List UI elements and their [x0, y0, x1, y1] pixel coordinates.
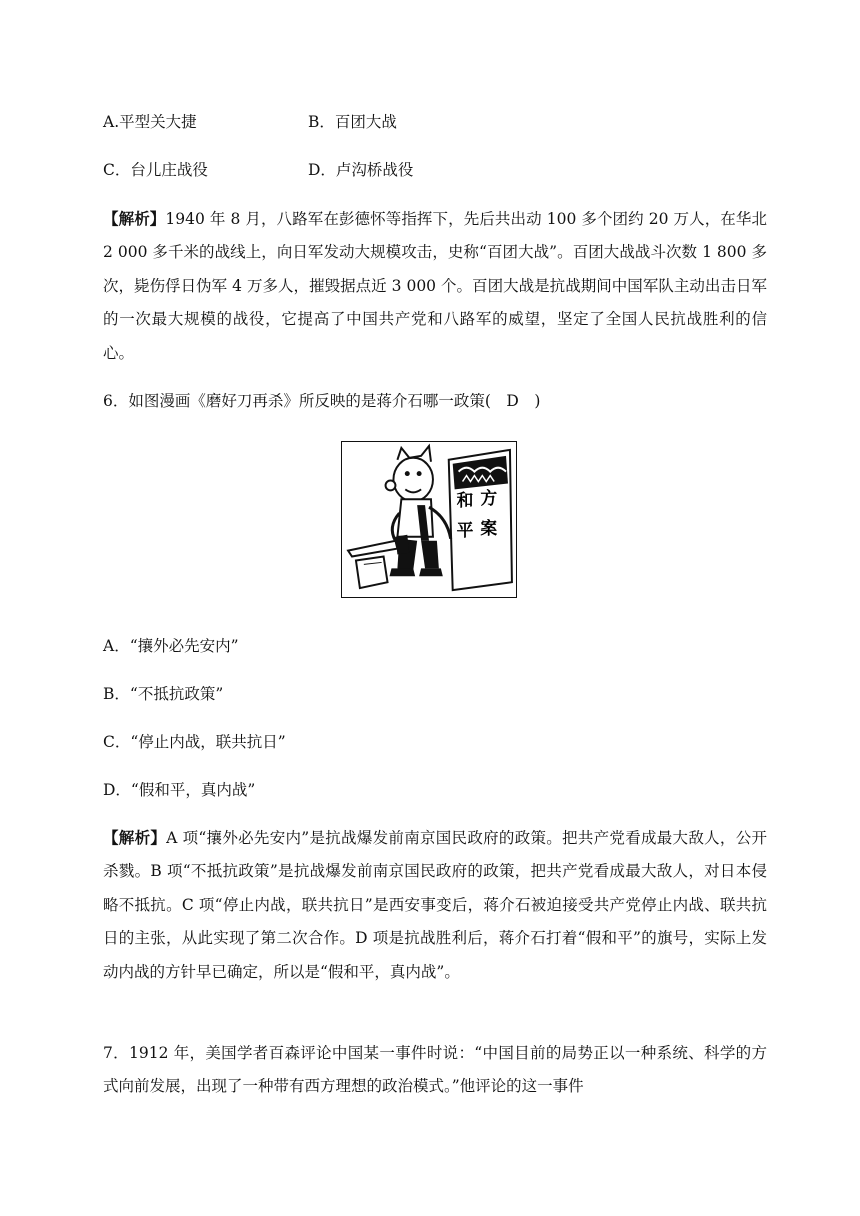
q5-option-c: C．台儿庄战役 — [103, 161, 208, 179]
q6-analysis — [103, 821, 767, 989]
q5-option-a: A.平型关大捷 — [103, 113, 197, 131]
cartoon-char-he: 和 — [456, 490, 474, 511]
q6-analysis-text: A 项“攘外必先安内”是抗战爆发前南京国民政府的政策。把共产党看成最大敌人，公开杀戮。B 项“不抵抗政策”是抗战爆发前南京国民政府的政策，把共产党看成最大敌人，对日本侵略不抵抗。C 项“停止内战，联共抗日”是西安事变后，蒋介石被迫接受共产党停止内战、联共抗日的主张，从此实现了第二次合作。D 项是抗战胜利后，蒋介石打着“假和平”的旗号，实际上发动内战的方针早已确定，所以是“假和平，真内战”。 — [103, 829, 767, 981]
q6-option-a: A．“攘外必先安内” — [103, 637, 239, 655]
q7-stem: 7．1912 年，美国学者百森评论中国某一事件时说：“中国目前的局势正以一种系统、科学的方式向前发展，出现了一种带有西方理想的政治模式。”他评论的这一事件 — [103, 1044, 767, 1096]
q6-option-b: B．“不抵抗政策” — [103, 685, 224, 703]
q5-analysis-text: 1940 年 8 月，八路军在彭德怀等指挥下，先后共出动 100 多个团约 20 万人，在华北 2 000 多千米的战线上，向日军发动大规模攻击，史称“百团大战”。百团大战战斗次数 1 800 多次，毙伤俘日伪军 4 万多人，摧毁据点近 3 000 个。百团大战是抗战期间中国军队主动出击日军的一次最大规模的战役，它提高了中国共产党和八路军的威望，坚定了全国人民抗战胜利的信心。 — [103, 210, 767, 362]
cartoon-illustration — [342, 442, 516, 597]
q5-analysis — [103, 202, 767, 370]
q6-analysis-label: 【解析】 — [103, 828, 167, 847]
q5-option-d: D．卢沟桥战役 — [308, 161, 414, 179]
cartoon-char-fang: 方 — [480, 488, 498, 509]
cartoon-char-an: 案 — [480, 517, 498, 538]
q6-cartoon — [341, 441, 517, 598]
q5-option-b: B．百团大战 — [308, 113, 397, 131]
cartoon-char-ping: 平 — [456, 519, 474, 540]
q6-option-c: C．“停止内战，联共抗日” — [103, 733, 286, 751]
q6-option-d: D．“假和平，真内战” — [103, 781, 256, 799]
q5-analysis-label: 【解析】 — [103, 209, 166, 228]
q6-stem: 6．如图漫画《磨好刀再杀》所反映的是蒋介石哪一政策( D ) — [103, 392, 541, 410]
